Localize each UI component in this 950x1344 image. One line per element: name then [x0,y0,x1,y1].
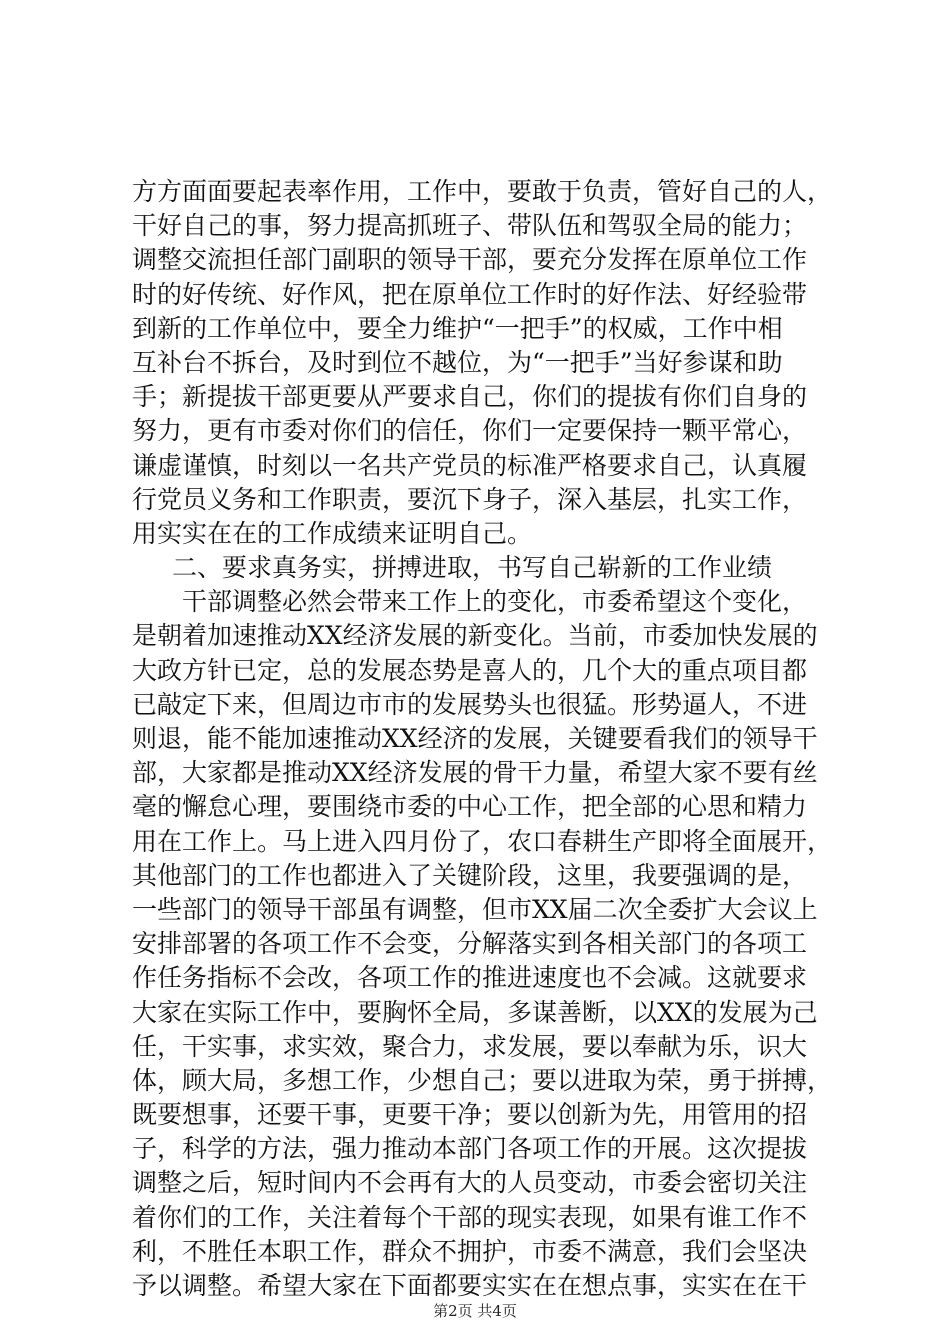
text-line: 干好自己的事，努力提高抓班子、带队伍和驾驭全局的能力； [132,211,808,241]
text-line: 大政方针已定，总的发展态势是喜人的，几个大的重点项目都 [132,655,808,685]
text-line: 用实实在在的工作成绩来证明自己。 [132,518,533,548]
text-line: 则退，能不能加速推动XX经济的发展，关键要看我们的领导干 [132,724,818,753]
text-line: 既要想事，还要干事，更要干净；要以创新为先，用管用的招 [132,1100,808,1130]
text-line: 互补台不拆台，及时到位不越位，为“一把手”当好参谋和助 [132,347,783,377]
text-line: 作任务指标不会改，各项工作的推进速度也不会减。这就要求 [132,963,808,993]
text-line: 任，干实事，求实效，聚合力，求发展，要以奉献为乐，识大 [132,1031,808,1061]
body-text [132,175,832,1303]
text-line: 其他部门的工作也都进入了关键阶段，这里，我要强调的是， [132,860,808,890]
text-line: 已敲定下来，但周边市市的发展势头也很猛。形势逼人，不进 [132,689,808,719]
text-line: 大家在实际工作中，要胸怀全局，多谋善断，以XX的发展为己 [132,997,818,1027]
section-heading: 二、要求真务实，拼搏进取，书写自己崭新的工作业绩 [172,553,773,583]
text-line: 部，大家都是推动XX经济发展的骨干力量，希望大家不要有丝 [132,758,818,788]
text-line: 是朝着加速推动XX经济发展的新变化。当前，市委加快发展的 [132,621,818,651]
text-line: 一些部门的领导干部虽有调整，但市XX届二次全委扩大会议上 [132,894,818,924]
text-line: 子，科学的方法，强力推动本部门各项工作的开展。这次提拔 [132,1134,808,1164]
text-line: 调整之后，短时间内不会再有大的人员变动，市委会密切关注 [132,1168,808,1198]
text-line: 调整交流担任部门副职的领导干部，要充分发挥在原单位工作 [132,245,808,275]
text-line: 安排部署的各项工作不会变，分解落实到各相关部门的各项工 [132,929,808,959]
text-line: 予以调整。希望大家在下面都要实实在在想点事，实实在在干 [132,1271,808,1300]
text-line: 体，顾大局，多想工作，少想自己；要以进取为荣，勇于拼搏， [132,1065,832,1095]
text-line: 行党员义务和工作职责，要沉下身子，深入基层，扎实工作， [132,484,808,514]
text-line: 用在工作上。马上进入四月份了，农口春耕生产即将全面展开， [132,826,832,856]
text-line: 到新的工作单位中，要全力维护“一把手”的权威，工作中相 [132,313,783,343]
text-line: 毫的懈怠心理，要围绕市委的中心工作，把全部的心思和精力 [132,792,808,822]
text-line: 方方面面要起表率作用，工作中，要敢于负责，管好自己的人， [132,177,832,206]
text-line: 利，不胜任本职工作，群众不拥护，市委不满意，我们会坚决 [132,1236,808,1266]
paragraph-first-line: 干部调整必然会带来工作上的变化，市委希望这个变化， [182,587,808,617]
text-line: 时的好传统、好作风，把在原单位工作时的好作法、好经验带 [132,279,808,309]
text-line: 手；新提拔干部更要从严要求自己，你们的提拔有你们自身的 [132,382,808,412]
page-footer: 第2页 共4页 [433,1302,517,1320]
text-line: 努力，更有市委对你们的信任，你们一定要保持一颗平常心， [132,416,808,446]
text-line: 着你们的工作，关注着每个干部的现实表现，如果有谁工作不 [132,1202,808,1232]
text-line: 谦虚谨慎，时刻以一名共产党员的标准严格要求自己，认真履 [132,450,808,480]
